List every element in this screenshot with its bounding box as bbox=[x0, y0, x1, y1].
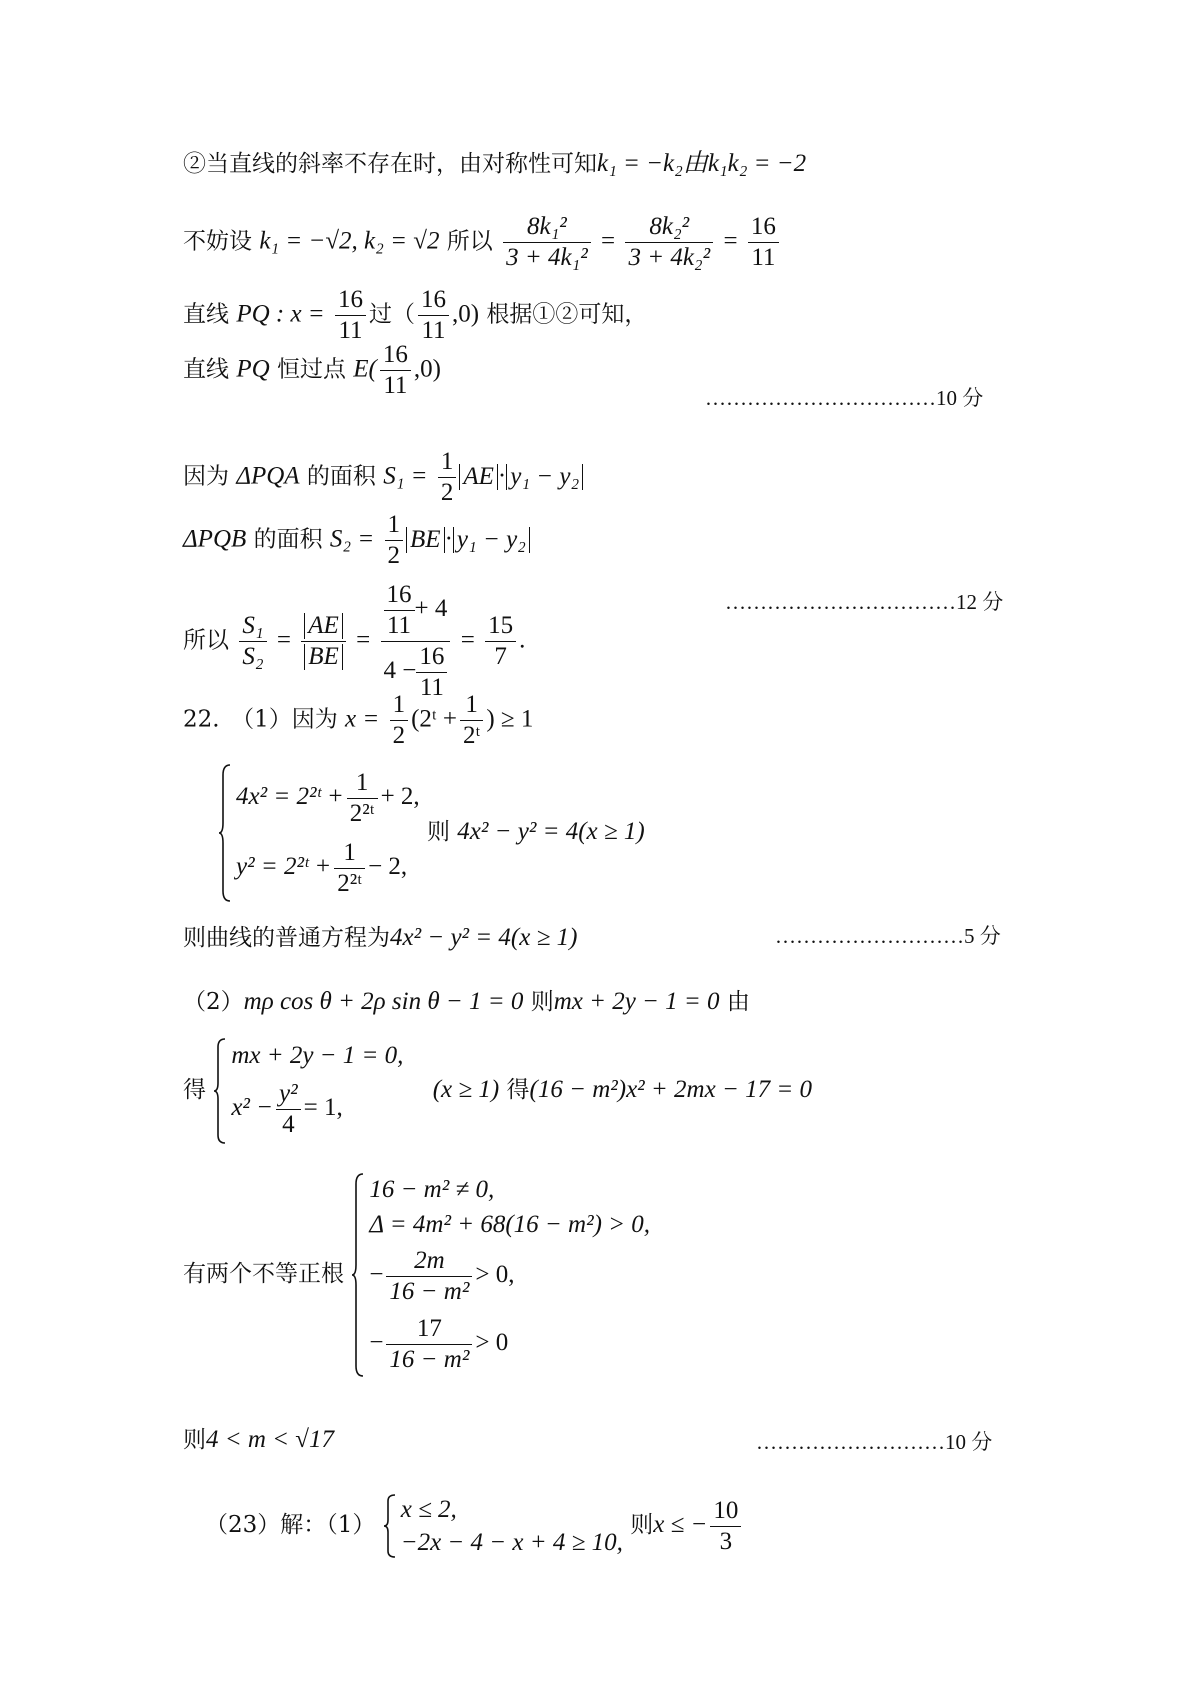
line-14: 则4 < m < √17 bbox=[183, 1426, 335, 1453]
fraction: $\frac{1}{\text{2ᵗ}}$ bbox=[460, 690, 483, 751]
line-10: 则曲线的普通方程为4x² − y² = 4(x ≥ 1) bbox=[183, 924, 578, 951]
line-4: 直线 PQ 恒过点 E( $\frac{16}{11}$ ,0) bbox=[183, 341, 441, 399]
fraction: $\frac{16}{11}$ bbox=[335, 285, 366, 346]
line-13: 有两个不等正根 16 − m² ≠ 0, Δ = 4m² + 68(16 − m²) > 0, − $\frac{2m}{\text{16 − m²}}$ > 0, − $\frac{17}{\text{16 − m²}}$ > 0 bbox=[183, 1172, 650, 1378]
brace-icon bbox=[218, 763, 232, 903]
text: ②当直线的斜率不存在时，由对称性可知 bbox=[183, 151, 597, 177]
fraction: $\frac{1}{2}$ bbox=[438, 447, 457, 508]
line-1 bbox=[183, 150, 806, 178]
complex-fraction: $\frac{16}{11}$ + 4 4 − $\frac{16}{11}$ bbox=[381, 580, 451, 703]
score-12: ……………………………12 分 bbox=[725, 590, 1004, 614]
math: k₁ = −√2, k₂ = √2 bbox=[259, 227, 440, 255]
fraction: $\frac{15}{7}$ bbox=[485, 611, 516, 672]
text: 直线 bbox=[183, 356, 229, 383]
equation-system: mx + 2y − 1 = 0, x² − $\frac{\text{y²}}{4}$ = 1, bbox=[213, 1037, 403, 1145]
fraction: $\frac{1}{2}$ bbox=[390, 690, 409, 751]
text: 不妨设 bbox=[183, 228, 252, 255]
brace-icon bbox=[351, 1172, 365, 1378]
math: k₁ = −k₂由k₁k₂ = −2 bbox=[597, 150, 807, 177]
line-6: ΔPQB 的面积 S₂ = $\frac{1}{2}$ BE · y₁ − y₂ bbox=[183, 510, 530, 571]
text: 根据①②可知， bbox=[486, 301, 648, 328]
line-9: 4x² = 2²ᵗ + $\frac{1}{\text{2²ᵗ}}$ + 2, y² = 2²ᵗ + $\frac{1}{\text{2²ᵗ}}$ − 2, 则 4x² − y² = 4(x ≥ 1) bbox=[218, 763, 645, 903]
equation-system: 16 − m² ≠ 0, Δ = 4m² + 68(16 − m²) > 0, − $\frac{2m}{\text{16 − m²}}$ > 0, − $\frac{17}{\text{16 − m²}}$ > 0 bbox=[351, 1172, 650, 1378]
line-7: 所以 $\frac{\text{S₁}}{\text{S₂}}$ = $\frac{AE}{BE}$ = $\frac{16}{11}$ + 4 4 − $\frac{16}{11}$ = $\frac{15}{7}$ . bbox=[183, 581, 526, 701]
score-10: ……………………………10 分 bbox=[705, 386, 984, 410]
fraction: $\frac{16}{11}$ bbox=[418, 285, 449, 346]
text: 直线 bbox=[183, 301, 229, 328]
fraction: $\frac{\text{8k₁²}}{\text{3 + 4k₁²}}$ bbox=[503, 212, 591, 273]
text: 过（ bbox=[369, 301, 415, 328]
score-10b: ………………………10 分 bbox=[756, 1430, 993, 1454]
fraction: $\frac{1}{2}$ bbox=[385, 510, 404, 571]
line-11: （2）mρ cos θ + 2ρ sin θ − 1 = 0 则mx + 2y − 1 = 0 由 bbox=[183, 988, 750, 1015]
equation-system: x ≤ 2, −2x − 4 − x + 4 ≥ 10, bbox=[383, 1493, 623, 1559]
math: PQ : x = bbox=[236, 300, 325, 328]
line-5: 因为 ΔPQA 的面积 S₁ = $\frac{1}{2}$ AE · y₁ − y₂ bbox=[183, 447, 583, 508]
text: 所以 bbox=[446, 228, 493, 255]
fraction: $\frac{16}{11}$ bbox=[748, 212, 779, 273]
fraction: $\frac{\text{S₁}}{\text{S₂}}$ bbox=[239, 611, 266, 672]
fraction: $\frac{\text{8k₂²}}{\text{3 + 4k₂²}}$ bbox=[625, 212, 713, 273]
brace-icon bbox=[213, 1037, 227, 1145]
equation-system: 4x² = 2²ᵗ + $\frac{1}{\text{2²ᵗ}}$ + 2, y² = 2²ᵗ + $\frac{1}{\text{2²ᵗ}}$ − 2, bbox=[218, 763, 420, 903]
line-12: 得 mx + 2y − 1 = 0, x² − $\frac{\text{y²}}{4}$ = 1, (x ≥ 1) 得(16 − m²)x² + 2mx − 17 = 0 bbox=[183, 1037, 812, 1145]
brace-icon bbox=[383, 1493, 397, 1559]
fraction: $\frac{16}{11}$ bbox=[380, 340, 411, 401]
fraction: $\frac{10}{3}$ bbox=[710, 1496, 741, 1557]
line-2: 不妨设 k₁ = −√2, k₂ = √2 所以 $\frac{\text{8k₁²}}{\text{3 + 4k₁²}}$ = $\frac{\text{8k₂²}}{\text{3 + 4k₂²}}$ = $\frac{16}{11}$ bbox=[183, 212, 782, 273]
line-15: （23）解：（1） x ≤ 2, −2x − 4 − x + 4 ≥ 10, 则x ≤ − $\frac{10}{3}$ bbox=[205, 1493, 744, 1559]
score-5: ………………………5 分 bbox=[775, 924, 1001, 948]
line-3: 直线 PQ : x = $\frac{16}{11}$ 过（ $\frac{16}{11}$ ,0) 根据①②可知， bbox=[183, 286, 648, 344]
fraction: $\frac{AE}{BE}$ bbox=[301, 611, 346, 672]
line-8: 22. （1）因为 x = $\frac{1}{2}$ (2ᵗ + $\frac{1}{\text{2ᵗ}}$ ) ≥ 1 bbox=[183, 691, 534, 749]
